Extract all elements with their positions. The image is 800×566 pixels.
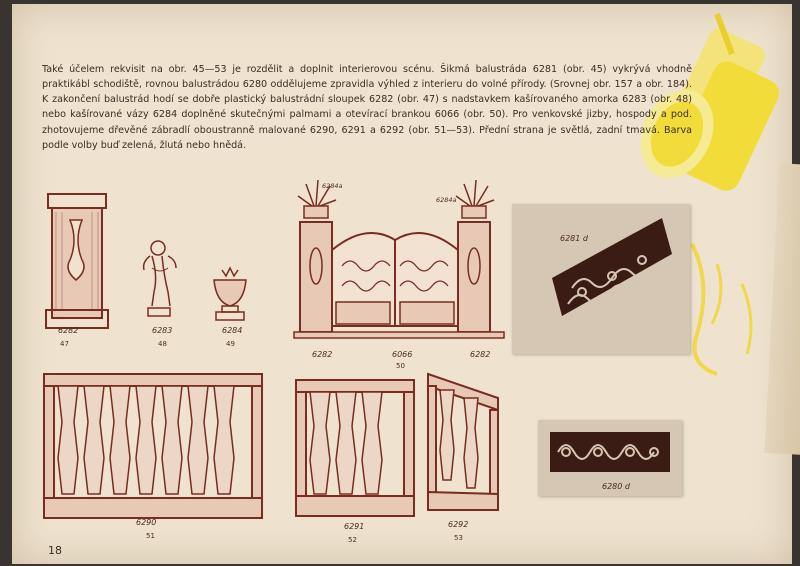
figure-code: 6280 d [602, 482, 630, 491]
diagonal-railing-illustration [542, 208, 682, 328]
figure-number: 52 [348, 536, 357, 544]
figure-code: 6284a [322, 182, 343, 190]
wooden-railing-long [44, 374, 262, 524]
figure-code: 6291 [344, 522, 365, 531]
figure-code: 6284 [222, 326, 243, 335]
straight-railing-illustration [550, 432, 670, 482]
figure-number: 53 [454, 534, 463, 542]
figure-number: 50 [396, 362, 405, 370]
figure-number: 49 [226, 340, 235, 348]
figure-code: 6290 [136, 518, 157, 527]
wooden-railing-diagonal [428, 374, 498, 514]
figure-number: 47 [60, 340, 69, 348]
figure-code: 6284a [436, 196, 457, 204]
figure-code: 6283 [152, 326, 173, 335]
intro-paragraph: Také účelem rekvisit na obr. 45—53 je rozdělit a doplnit interierovou scénu. Šikmá balustráda 6281 (obr. 45) vykrývá vhodně praktikábl schodiště, rovnou balustrádou 6280 oddělujeme zpravidla výhled z interieru do volné přírody. (Srovnej obr. 157 a obr. 184). K zakončení balustrád hodí se dobře plastický balustrádní sloupek 6282 (obr. 47) s nadstavkem kašírovaného amorka 6283 (obr. 48) nebo kašírované vázy 6284 doplněné skutečnými palmami a otevírací brankou 6066 (obr. 50). Pro venkovské jizby, hospody a pod. zhotovujeme dřevěné zábradlí oboustranně malované 6290, 6291 a 6292 (obr. 51—53). Přední strana je světlá, zadní tmavá. Barva podle volby buď zelená, žlutá nebo hnědá. [42, 63, 692, 152]
column-illustration [42, 192, 112, 332]
figure-number: 48 [158, 340, 167, 348]
cherub-illustration [140, 238, 180, 328]
figure-code: 6281 d [560, 234, 588, 243]
catalog-page [12, 4, 792, 564]
figure-code: 6282 [470, 350, 491, 359]
figure-code: 6282 [312, 350, 333, 359]
page-number: 18 [48, 544, 62, 557]
figure-number: 51 [146, 532, 155, 540]
figure-code: 6066 [392, 350, 413, 359]
wooden-railing-short [296, 380, 414, 520]
figure-code: 6292 [448, 520, 469, 529]
vase-illustration [210, 266, 250, 326]
gate-illustration [294, 176, 504, 346]
figure-code: 6282 [58, 326, 79, 335]
